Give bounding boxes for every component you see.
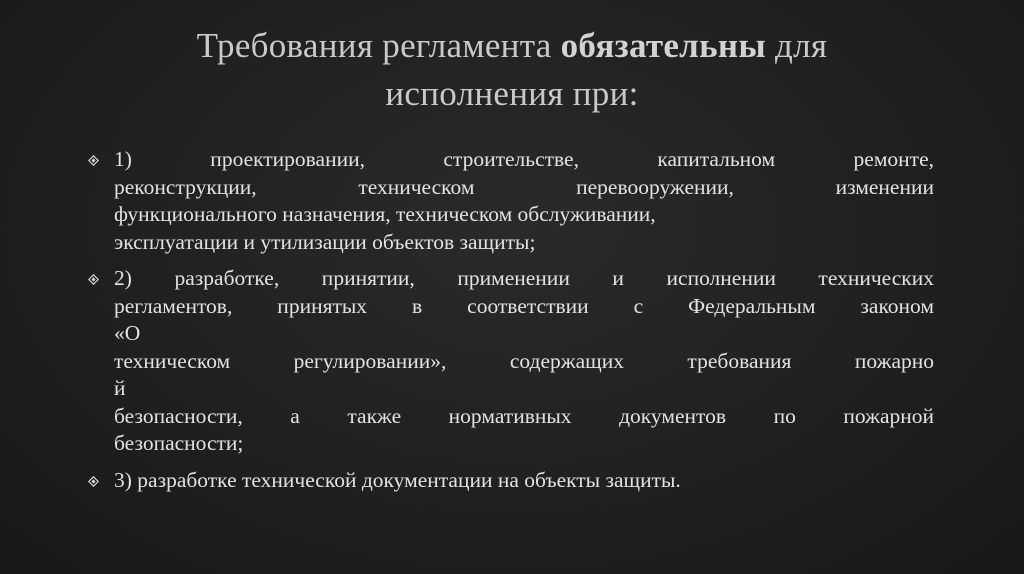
slide-title <box>60 22 964 118</box>
bullet-1-line-1: 1) проектировании, строительстве, капитальном ремонте, <box>114 147 934 171</box>
title-line-1 <box>60 22 964 70</box>
diamond-bullet-icon <box>88 476 99 487</box>
bullet-2-line-7: безопасности; <box>114 431 244 455</box>
bullet-2-line-1: 2) разработке, принятии, применении и исполнении технических <box>114 266 934 290</box>
bullet-list <box>88 146 934 494</box>
bullet-2-line-2: регламентов, принятых в соответствии с Федеральным законом <box>114 293 934 318</box>
bullet-item-2 <box>88 265 934 458</box>
title-line-2: исполнения при: <box>385 74 639 113</box>
diamond-bullet-icon <box>88 155 99 166</box>
bullet-2-line-4: техническом регулировании», содержащих требования пожарно <box>114 348 934 373</box>
title-text-part1: Требования регламента <box>196 26 561 65</box>
diamond-bullet-icon <box>88 274 99 285</box>
bullet-3-line-1: 3) разработке технической документации на объекты защиты. <box>114 467 681 492</box>
bullet-2-line-6: безопасности, а также нормативных документов по пожарной <box>114 403 934 428</box>
bullet-2-line-5: й <box>114 376 126 400</box>
bullet-1-line-3: функционального назначения, техническом обслуживании, <box>114 202 656 226</box>
title-text-part2: для <box>766 26 828 65</box>
title-text-bold: обязательны <box>560 26 766 65</box>
bullet-1-line-4: эксплуатации и утилизации объектов защиты; <box>114 229 536 254</box>
bullet-item-1 <box>88 146 934 256</box>
bullet-2-line-3: «О <box>114 321 141 345</box>
bullet-item-3 <box>88 467 934 495</box>
bullet-1-line-2: реконструкции, техническом перевооружении, изменении <box>114 174 934 199</box>
